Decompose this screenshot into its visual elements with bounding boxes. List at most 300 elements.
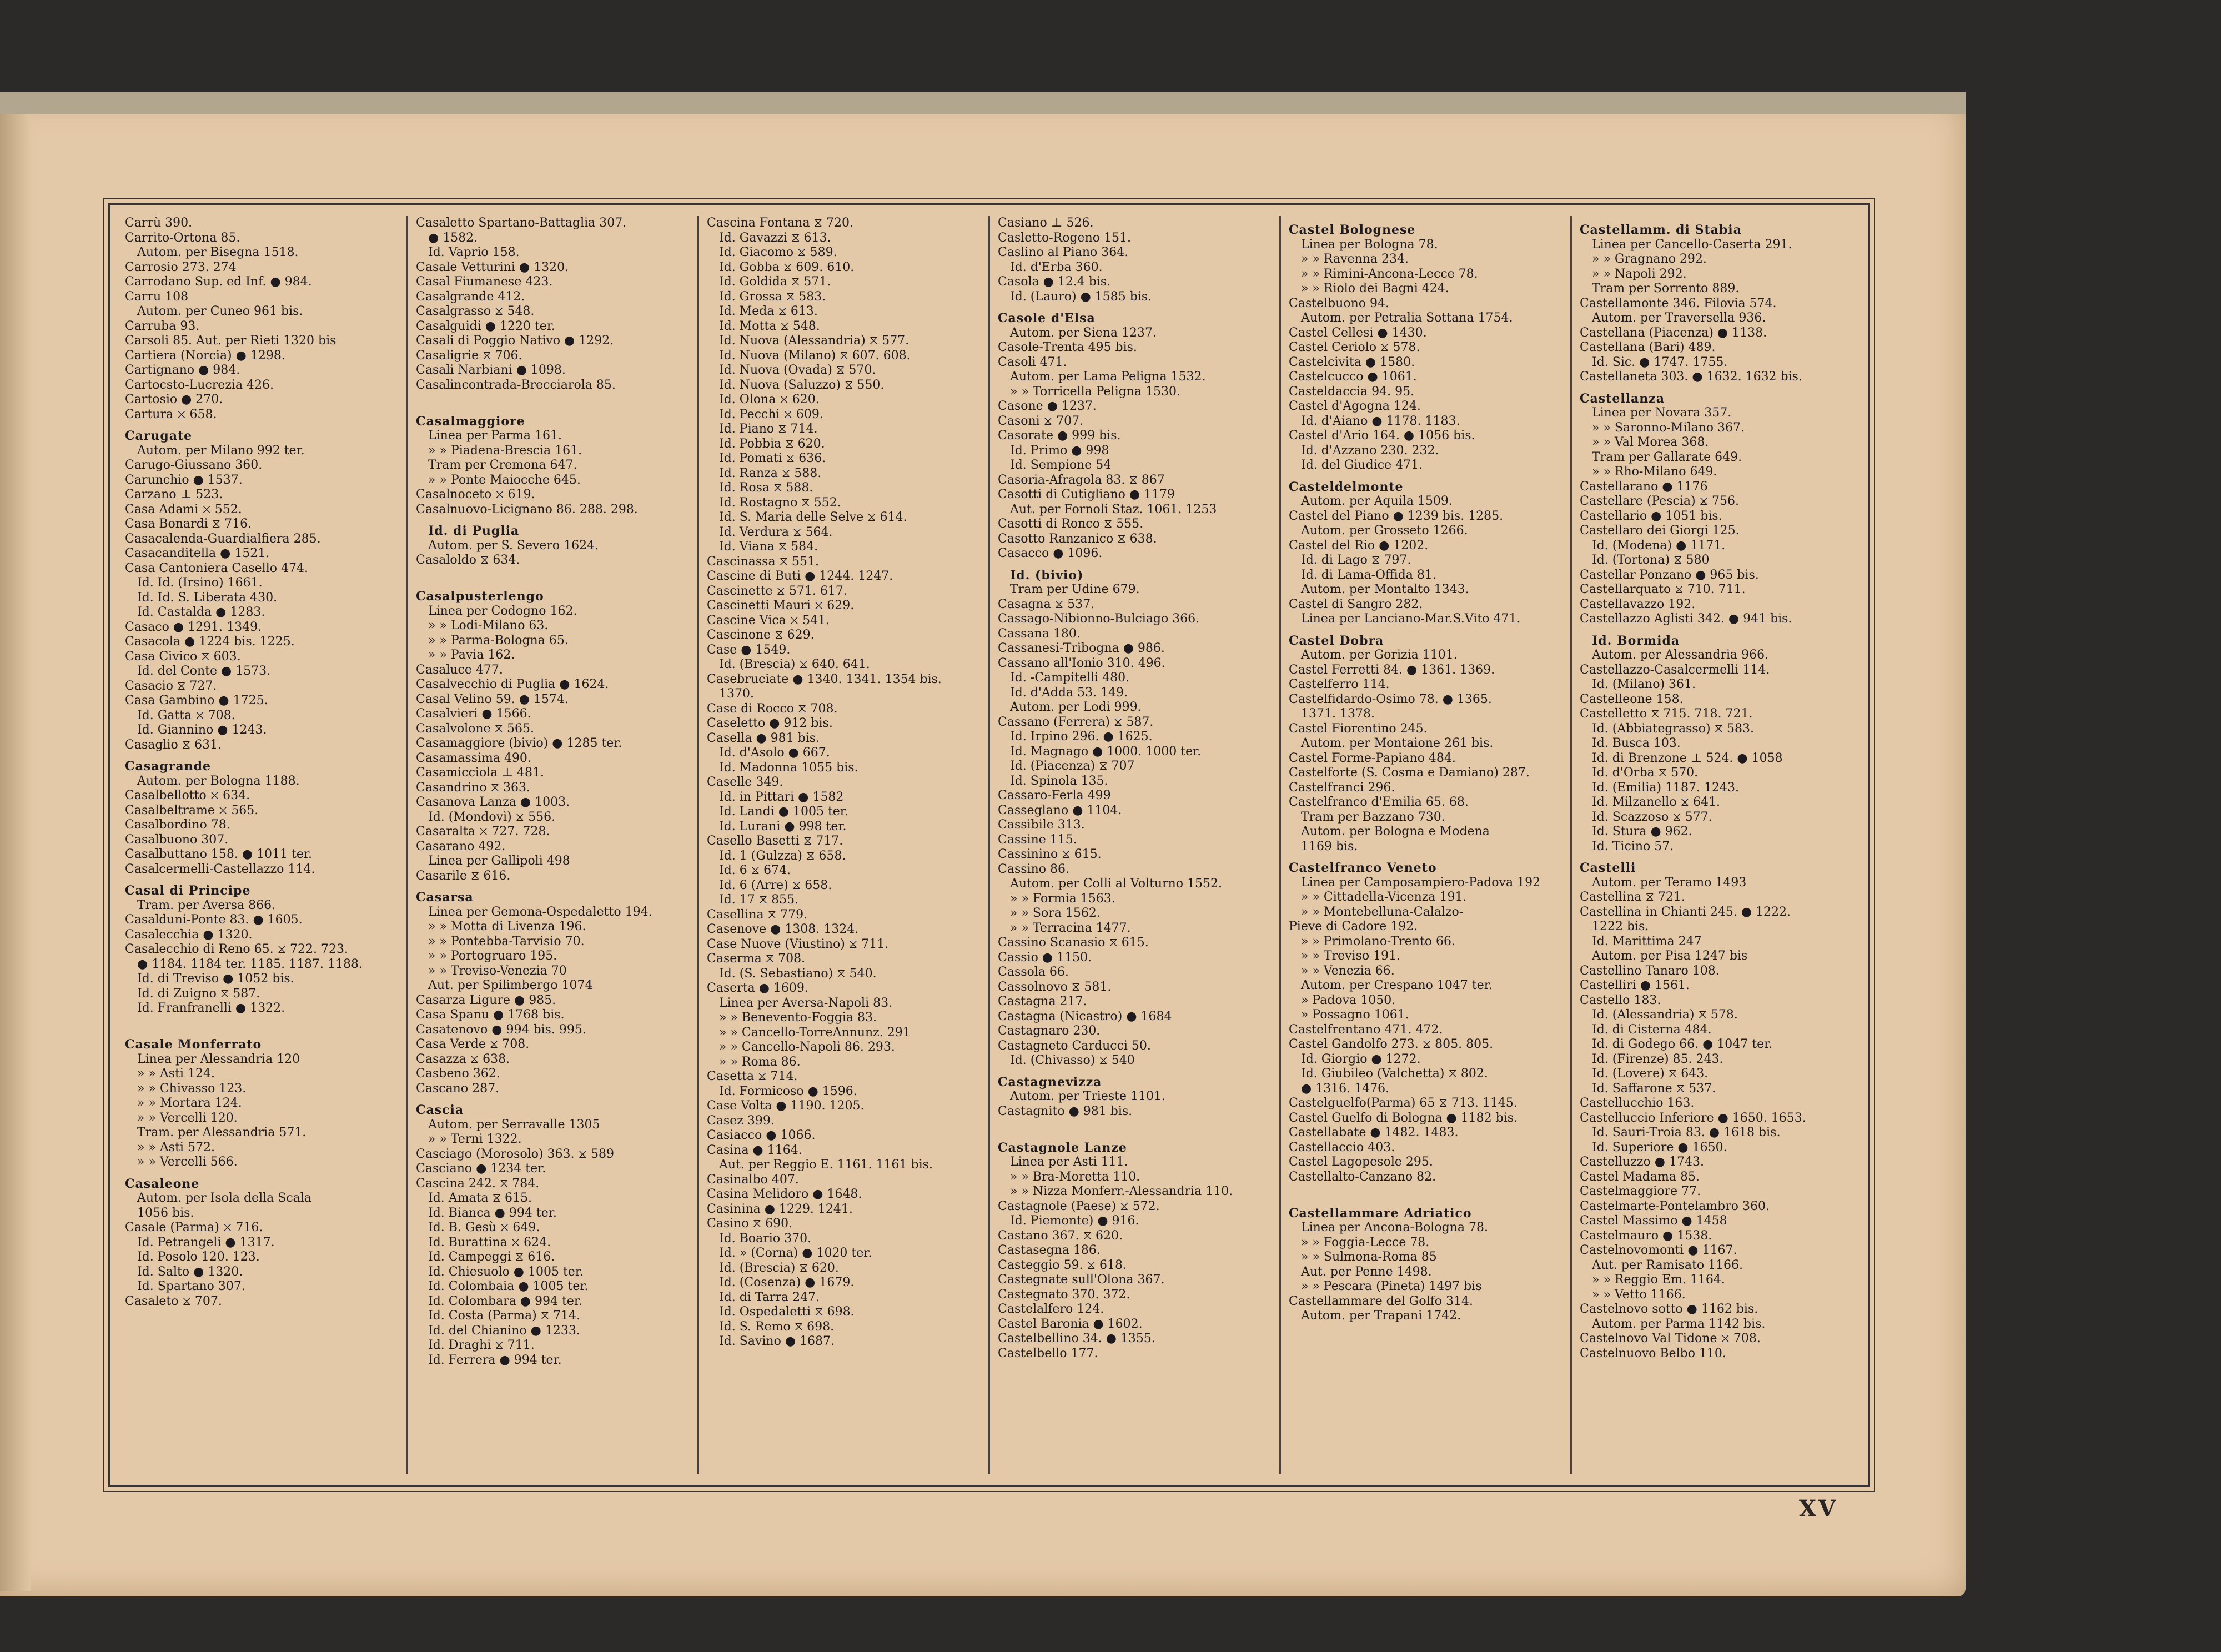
index-entry: » » Sulmona-Roma 85 [1301,1250,1437,1264]
index-entry: Id. Savino ● 1687. [719,1334,835,1348]
index-entry: Casole d'Elsa [998,311,1096,325]
index-entry: Id. in Pittari ● 1582 [719,790,844,804]
index-entry: Id. (Emilia) 1187. 1243. [1592,780,1740,795]
index-entry: Castel Lagopesole 295. [1289,1155,1433,1169]
index-entry: Id. Rosa ⧖ 588. [719,481,813,495]
index-entry: Id. Giubileo (Valchetta) ⧖ 802. [1301,1067,1488,1081]
index-entry: Castelfidardo-Osimo 78. ● 1365. [1289,692,1492,706]
index-column-4 [990,216,1281,1474]
index-entry: Id. (Modena) ● 1171. [1592,538,1726,553]
index-entry: Cascia [416,1103,464,1117]
index-entry: Cascina 242. ⧖ 784. [416,1176,540,1191]
index-column-3 [699,216,990,1474]
index-entry: Case Volta ● 1190. 1205. [707,1099,865,1113]
index-entry: Id. (Cosenza) ● 1679. [719,1276,855,1289]
index-entry: » » Asti 572. [137,1140,215,1154]
index-entry: Id. Piano ⧖ 714. [719,422,818,436]
index-entry: » » Portogruaro 195. [428,949,557,963]
index-entry: Autom. per Grosseto 1266. [1301,524,1468,538]
index-entry: Castellaro dei Giorgi 125. [1580,524,1740,538]
index-entry: Id. (Piacenza) ⧖ 707 [1010,759,1135,773]
index-entry: » » Nizza Monferr.-Alessandria 110. [1010,1184,1233,1198]
index-entry: Casalbeltrame ⧖ 565. [125,803,259,817]
index-entry: Castelli [1580,861,1636,875]
index-entry: Id. Verdura ⧖ 564. [719,525,833,539]
index-entry: Casaluce 477. [416,662,503,677]
index-entry: Id. (Abbiategrasso) ⧖ 583. [1592,721,1754,736]
index-entry: Casole-Trenta 495 bis. [998,340,1137,354]
index-entry: Id. 1 (Gulzza) ⧖ 658. [719,848,846,863]
index-entry: Autom. per Traversella 936. [1592,311,1766,325]
index-entry: Id. (Brescia) ⧖ 620. [719,1261,839,1275]
index-entry: Id. Posolo 120. 123. [137,1250,260,1264]
index-entry: Id. Scazzoso ⧖ 577. [1592,810,1712,824]
index-entry: Casalguidi ● 1220 ter. [416,319,555,333]
index-entry: Casotti di Ronco ⧖ 555. [998,517,1144,531]
index-entry: Id. Giannino ● 1243. [137,723,267,737]
index-entry: Cassago-Nibionno-Bulciago 366. [998,612,1200,626]
index-entry: » » Ponte Maiocche 645. [428,473,581,487]
index-entry: Cassio ● 1150. [998,950,1092,965]
index-entry: Castelmaggiore 77. [1580,1184,1701,1198]
index-entry: Castel Massimo ● 1458 [1580,1214,1727,1228]
index-entry: Castellammare del Golfo 314. [1289,1294,1474,1308]
index-entry: Id. Costa (Parma) ⧖ 714. [428,1309,581,1323]
index-entry: Id. Saffarone ⧖ 537. [1592,1081,1716,1096]
index-entry: Caslino al Piano 364. [998,245,1129,259]
index-entry: Id. Grossa ⧖ 583. [719,289,826,304]
index-entry: Casamicciola ⊥ 481. [416,766,544,780]
index-entry: Casina Melidoro ● 1648. [707,1187,862,1201]
index-entry: Id. Landi ● 1005 ter. [719,805,848,819]
index-entry: Casal Fiumanese 423. [416,275,553,289]
index-entry: Id. » (Corna) ● 1020 ter. [719,1246,872,1260]
index-entry: » » Cancello-Napoli 86. 293. [719,1040,895,1054]
index-entry: Id. Ospedaletti ⧖ 698. [719,1305,855,1319]
index-entry: Autom. per Bologna 1188. [137,774,300,788]
index-entry [416,568,690,583]
index-entry: Casalbellotto ⧖ 634. [125,789,250,802]
index-entry: Castellar Ponzano ● 965 bis. [1580,568,1759,582]
index-entry: Casazza ⧖ 638. [416,1052,510,1066]
index-entry: Autom. per Crespano 1047 ter. [1301,978,1493,992]
index-entry: Castelnovo Val Tidone ⧖ 708. [1580,1332,1761,1345]
index-entry: Castel Ferretti 84. ● 1361. 1369. [1289,662,1495,677]
index-entry: Cascine di Buti ● 1244. 1247. [707,569,893,583]
index-entry: Cassino 86. [998,862,1069,876]
index-entry: Autom. per Trapani 1742. [1301,1309,1461,1323]
index-entry: Casseglano ● 1104. [998,803,1122,817]
index-entry: Id. Nuova (Milano) ⧖ 607. 608. [719,348,911,363]
index-entry: Castagnole Lanze [998,1140,1127,1155]
index-entry: Casalvecchio di Puglia ● 1624. [416,677,609,691]
index-entry: Id. Nuova (Ovada) ⧖ 570. [719,363,876,377]
index-entry: Id. Pomati ⧖ 636. [719,451,826,465]
index-entry: Casciano ● 1234 ter. [416,1162,546,1176]
index-entry: Tram. per Alessandria 571. [137,1126,306,1139]
index-entry: Casez 399. [707,1113,775,1128]
index-entry: Casaleone [125,1176,200,1191]
index-entry: 1370. [719,687,754,701]
index-entry: Casatenovo ● 994 bis. 995. [416,1022,586,1037]
index-entry: Casa Civico ⧖ 603. [125,649,241,664]
index-entry: Casanova Lanza ● 1003. [416,795,570,809]
index-entry: Casoli 471. [998,355,1067,369]
index-entry: Casale Monferrato [125,1037,262,1052]
index-entry: Castelbellino 34. ● 1355. [998,1332,1155,1345]
index-entry: Casorate ● 999 bis. [998,429,1121,443]
index-column-2 [408,216,699,1474]
index-frame [108,203,1870,1487]
index-entry: Casaco ● 1291. 1349. [125,620,262,634]
index-entry: Caselle 349. [707,775,783,789]
index-entry: Casamassima 490. [416,751,531,765]
index-entry: Casacco ● 1096. [998,546,1103,560]
index-entry: Caseletto ● 912 bis. [707,716,833,730]
index-entry: Castellaneta 303. ● 1632. 1632 bis. [1580,370,1802,384]
index-entry: Casa Bonardi ⧖ 716. [125,517,252,531]
index-entry: Casalbordino 78. [125,818,230,832]
index-entry: Casa Verde ⧖ 708. [416,1037,530,1051]
index-entry: Id. 6 ⧖ 674. [719,863,791,877]
index-entry: » » Ravenna 234. [1301,252,1409,266]
index-entry: ● 1316. 1476. [1301,1081,1390,1096]
index-entry: Caserma ⧖ 708. [707,952,806,966]
index-entry: » » Montebelluna-Calalzo- [1301,905,1464,919]
index-entry: » » Asti 124. [137,1067,215,1081]
index-entry [416,393,690,408]
index-entry: Castelliri ● 1561. [1580,978,1690,992]
index-entry: Casaleto ⧖ 707. [125,1294,222,1308]
index-entry: Id. Burattina ⧖ 624. [428,1235,551,1249]
index-entry: Castagna 217. [998,995,1087,1008]
index-entry: » » Formia 1563. [1010,891,1115,906]
index-entry: Casacola ● 1224 bis. 1225. [125,635,295,649]
index-entry: Aut. per Spilimbergo 1074 [428,978,593,992]
index-entry: Castelcucco ● 1061. [1289,370,1417,384]
index-entry: Castelferro 114. [1289,677,1390,691]
index-entry: Casalecchio di Reno 65. ⧖ 722. 723. [125,942,348,956]
index-entry: » » Vetto 1166. [1592,1287,1686,1302]
index-entry: Linea per Parma 161. [428,429,562,443]
index-columns [117,216,1861,1474]
index-entry: Autom. per S. Severo 1624. [428,538,599,553]
index-entry: Autom. per Cuneo 961 bis. [137,304,303,318]
index-entry: Cassola 66. [998,965,1069,979]
index-entry: Casarsa [416,890,474,905]
index-entry: Tram per Sorrento 889. [1592,282,1740,295]
index-entry: Autom. per Milano 992 ter. [137,443,305,458]
index-entry: » » Torricella Peligna 1530. [1010,384,1180,399]
index-entry: Id. -Campitelli 480. [1010,671,1130,685]
index-entry: Id. 6 (Arre) ⧖ 658. [719,878,832,892]
index-entry: Id. Meda ⧖ 613. [719,304,818,318]
index-entry: Casoria-Afragola 83. ⧖ 867 [998,473,1165,487]
index-entry: » Padova 1050. [1301,993,1396,1007]
index-column-1 [117,216,408,1474]
index-entry: » » Treviso-Venezia 70 [428,963,567,978]
index-entry: Castelfranco Veneto [1289,861,1437,875]
index-entry: Casal Velino 59. ● 1574. [416,692,569,706]
index-entry: Id. del Giudice 471. [1301,458,1423,472]
index-entry: Id. S. Maria delle Selve ⧖ 614. [719,510,907,524]
index-entry: Cascinette ⧖ 571. 617. [707,584,847,598]
index-entry: Id. (bivio) [1010,568,1084,583]
index-entry: Cassolnovo ⧖ 581. [998,980,1112,994]
index-entry: 1222 bis. [1592,920,1649,933]
index-entry: Id. Chiesuolo ● 1005 ter. [428,1264,584,1279]
index-entry: Casali Narbiani ● 1098. [416,363,566,377]
index-entry: Autom. per Bisegna 1518. [137,245,299,259]
index-entry: Cassano (Ferrera) ⧖ 587. [998,715,1154,729]
index-entry: Casteggio 59. ⧖ 618. [998,1258,1127,1272]
index-entry: Casalgrasso ⧖ 548. [416,304,535,318]
index-entry: Castelguelfo(Parma) 65 ⧖ 713. 1145. [1289,1096,1517,1110]
index-entry: Casinina ● 1229. 1241. [707,1202,853,1216]
index-entry: Id. Salto ● 1320. [137,1264,243,1279]
index-entry: Castellamonte 346. Filovia 574. [1580,296,1777,310]
index-entry: Id. Olona ⧖ 620. [719,393,820,406]
index-entry: Id. Madonna 1055 bis. [719,760,858,775]
index-entry: Id. Bormida [1592,633,1680,648]
index-entry: Autom. per Lodi 999. [1010,700,1142,714]
index-entry: Id. (S. Sebastiano) ⧖ 540. [719,966,877,981]
index-entry: » » Mortara 124. [137,1096,242,1110]
index-entry: Casoni ⧖ 707. [998,414,1084,428]
index-entry: Id. Vaprio 158. [428,245,520,259]
index-entry: Casetta ⧖ 714. [707,1069,798,1083]
index-entry: Id. Milzanello ⧖ 641. [1592,795,1720,809]
index-entry: Castel del Piano ● 1239 bis. 1285. [1289,509,1504,523]
index-entry: Casalgrande 412. [416,289,525,304]
index-entry: Castel Bolognese [1289,223,1416,237]
index-entry: Casenove ● 1308. 1324. [707,922,859,936]
index-entry: Carruba 93. [125,319,200,333]
index-entry: Id. Viana ⧖ 584. [719,540,818,554]
index-entry: Cascine Vica ⧖ 541. [707,613,830,627]
index-entry: Id. Amata ⧖ 615. [428,1191,532,1205]
index-entry: Id. Boario 370. [719,1231,812,1246]
index-entry: Casa Spanu ● 1768 bis. [416,1008,565,1022]
index-entry: Castellario ● 1051 bis. [1580,509,1722,523]
index-entry: Carsoli 85. Aut. per Rieti 1320 bis [125,334,336,348]
index-entry: » » Lodi-Milano 63. [428,619,549,632]
index-entry: Casamaggiore (bivio) ● 1285 ter. [416,736,622,750]
index-entry: Pieve di Cadore 192. [1289,920,1418,933]
index-entry: Castelcivita ● 1580. [1289,355,1415,369]
index-entry: Castagneto Carducci 50. [998,1038,1151,1053]
index-entry: Id. Magnago ● 1000. 1000 ter. [1010,744,1202,759]
index-entry: Castelletto ⧖ 715. 718. 721. [1580,707,1753,721]
index-entry [998,1119,1272,1134]
index-entry: Autom. per Alessandria 966. [1592,648,1769,662]
index-entry: Cartignano ● 984. [125,363,240,377]
index-entry: Autom. per Gorizia 1101. [1301,648,1458,662]
index-entry: Casalbuono 307. [125,832,229,847]
index-entry: Casalnoceto ⧖ 619. [416,488,535,501]
index-entry: Id. Gobba ⧖ 609. 610. [719,260,855,274]
index-entry: Castagnevizza [998,1074,1102,1089]
index-entry: Autom. per Siena 1237. [1010,325,1157,340]
index-entry: Id. Pobbia ⧖ 620. [719,436,825,451]
index-entry: Castellare (Pescia) ⧖ 756. [1580,494,1739,508]
index-entry: » » Terracina 1477. [1010,921,1131,935]
index-entry: » » Vercelli 566. [137,1155,238,1169]
index-entry: » » Rho-Milano 649. [1592,465,1717,479]
index-entry: Casone ● 1237. [998,399,1097,413]
index-entry: Castegnate sull'Olona 367. [998,1273,1165,1287]
index-entry: Autom. per Petralia Sottana 1754. [1301,311,1513,325]
index-entry: » » Reggio Em. 1164. [1592,1273,1725,1287]
index-entry: Id. Sempione 54 [1010,458,1112,472]
index-entry: Id. Franfranelli ● 1322. [137,1001,285,1015]
index-entry: Castel di Sangro 282. [1289,597,1423,611]
index-entry: Linea per Bologna 78. [1301,237,1438,252]
index-entry: » » Cancello-TorreAnnunz. 291 [719,1025,911,1040]
index-entry [125,1016,399,1031]
index-entry: Id. d'Adda 53. 149. [1010,685,1128,700]
index-entry: Id. Ticino 57. [1592,839,1674,853]
index-entry: Id. Giacomo ⧖ 589. [719,245,837,259]
index-entry: Castelleone 158. [1580,692,1684,706]
index-entry: Cartiera (Norcia) ● 1298. [125,348,285,363]
index-entry: » » Primolano-Trento 66. [1301,934,1456,948]
index-entry: » » Parma-Bologna 65. [428,633,569,647]
index-entry: Castano 367. ⧖ 620. [998,1228,1123,1243]
index-entry: Castelbello 177. [998,1346,1098,1360]
index-entry: Casina ● 1164. [707,1143,802,1157]
index-entry: Autom. per Pisa 1247 bis [1592,949,1748,963]
index-entry: Id. d'Aiano ● 1178. 1183. [1301,414,1460,428]
index-entry: Caserta ● 1609. [707,981,808,995]
index-entry: Id. Goldida ⧖ 571. [719,275,831,289]
index-entry: Id. (Mondovì) ⧖ 556. [428,810,556,824]
index-entry: Autom. per Colli al Volturno 1552. [1010,877,1222,891]
index-entry: Cassanesi-Tribogna ● 986. [998,641,1165,655]
index-entry: Linea per Gallipoli 498 [428,854,570,868]
index-entry: Castagna (Nicastro) ● 1684 [998,1009,1172,1023]
index-entry: Castellalto-Canzano 82. [1289,1169,1436,1184]
index-entry: Carzano ⊥ 523. [125,488,223,501]
index-entry: Casacio ⧖ 727. [125,679,217,693]
index-entry: Linea per Asti 111. [1010,1155,1128,1169]
index-entry: Casal di Principe [125,883,251,898]
index-entry: Id. Irpino 296. ● 1625. [1010,730,1153,744]
index-entry: Castel Fiorentino 245. [1289,721,1428,736]
index-entry: 1169 bis. [1301,839,1358,853]
index-entry: » » Motta di Livenza 196. [428,920,586,933]
index-entry: ● 1184. 1184 ter. 1185. 1187. 1188. [137,957,363,971]
index-entry: Tram per Gallarate 649. [1592,450,1742,464]
index-entry: » » Cittadella-Vicenza 191. [1301,890,1467,904]
index-entry: Castellavazzo 192. [1580,597,1696,611]
index-entry: Id. Giorgio ● 1272. [1301,1052,1421,1066]
index-entry: Casletto-Rogeno 151. [998,230,1131,245]
index-entry: Castelluccio Inferiore ● 1650. 1653. [1580,1111,1806,1125]
index-entry: Castellana (Piacenza) ● 1138. [1580,325,1767,340]
index-entry: Id. Colombaia ● 1005 ter. [428,1279,589,1293]
index-entry: Castellina in Chianti 245. ● 1222. [1580,905,1791,919]
index-entry: Casotti di Cutigliano ● 1179 [998,488,1175,501]
index-entry: Id. Id. (Irsino) 1661. [137,576,263,590]
index-entry: Autom. per Teramo 1493 [1592,875,1747,890]
index-entry: Castellanza [1580,391,1665,406]
index-entry: Casalecchia ● 1320. [125,927,253,942]
index-entry: Id. d'Asolo ● 667. [719,746,830,760]
index-entry: » » Chivasso 123. [137,1081,247,1096]
index-entry: Casaglio ⧖ 631. [125,737,222,752]
index-entry: Id. Piemonte) ● 916. [1010,1214,1139,1228]
index-entry: Id. (Milano) 361. [1592,677,1696,691]
index-entry: » » Val Morea 368. [1592,435,1709,449]
index-entry: » » Piadena-Brescia 161. [428,443,582,458]
index-entry: Casale (Parma) ⧖ 716. [125,1221,263,1234]
index-entry: Id. Gavazzi ⧖ 613. [719,230,831,245]
index-entry: Cascinetti Mauri ⧖ 629. [707,599,855,612]
index-entry: Cassine 115. [998,832,1077,847]
index-entry: » » Foggia-Lecce 78. [1301,1235,1430,1249]
index-entry: Id. del Chianino ● 1233. [428,1323,580,1338]
index-entry: Id. Gatta ⧖ 708. [137,708,235,722]
index-entry: » » Vercelli 120. [137,1111,238,1125]
index-entry: Linea per Aversa-Napoli 83. [719,996,893,1010]
index-entry: Castel Guelfo di Bologna ● 1182 bis. [1289,1111,1518,1125]
index-entry: Castel d'Ario 164. ● 1056 bis. [1289,429,1475,443]
index-entry: Cassino Scanasio ⧖ 615. [998,936,1149,950]
index-entry: Casaloldo ⧖ 634. [416,553,520,567]
index-entry: Casellina ⧖ 779. [707,907,808,922]
index-entry: Cassinino ⧖ 615. [998,847,1102,861]
index-entry: Casarza Ligure ● 985. [416,993,556,1007]
index-entry: Carrito-Ortona 85. [125,230,240,245]
index-entry: Id. di Godego 66. ● 1047 ter. [1592,1037,1773,1051]
index-entry: Id. Primo ● 998 [1010,443,1109,458]
index-entry: Castasegna 186. [998,1243,1101,1257]
index-column-6 [1572,216,1861,1474]
index-entry: Linea per Alessandria 120 [137,1052,300,1066]
index-entry: Casino ⧖ 690. [707,1217,793,1231]
index-entry: Castellarquato ⧖ 710. 711. [1580,583,1746,596]
index-entry: Id. Nuova (Saluzzo) ⧖ 550. [719,378,885,392]
index-entry: Autom. per Lama Peligna 1532. [1010,370,1206,384]
index-entry: Casalnuovo-Licignano 86. 288. 298. [416,502,638,516]
index-entry: Casalduni-Ponte 83. ● 1605. [125,913,303,927]
index-entry: » » Roma 86. [719,1055,801,1069]
index-entry: Castellazzo Aglisti 342. ● 941 bis. [1580,612,1792,626]
index-entry: Cascina Fontana ⧖ 720. [707,216,854,230]
index-entry: Autom. per Trieste 1101. [1010,1089,1165,1103]
index-entry: Id. Castalda ● 1283. [137,605,265,619]
page-number: XV [1799,1495,1838,1522]
index-entry: Carrosio 273. 274 [125,260,237,274]
index-entry: Id. Sauri-Troia 83. ● 1618 bis. [1592,1126,1781,1139]
index-entry: Case ● 1549. [707,642,791,657]
index-entry: Castagnole (Paese) ⧖ 572. [998,1199,1160,1213]
index-entry: Autom. per Montalto 1343. [1301,583,1469,596]
index-entry: Casa Gambino ● 1725. [125,694,268,707]
index-entry: Autom. per Isola della Scala [137,1191,311,1205]
index-entry: Cascinassa ⧖ 551. [707,554,819,569]
index-entry: Casalcermelli-Castellazzo 114. [125,862,315,876]
index-entry: Castellamm. di Stabia [1580,223,1742,237]
index-entry: Castellaccio 403. [1289,1140,1395,1154]
index-entry: Castellucchio 163. [1580,1096,1695,1110]
index-entry: Casalmaggiore [416,414,525,429]
index-entry: Casteldaccia 94. 95. [1289,384,1415,399]
index-entry: » » Napoli 292. [1592,267,1687,281]
index-entry: Case Nuove (Viustino) ⧖ 711. [707,937,889,951]
index-entry: Castelmauro ● 1538. [1580,1228,1712,1243]
